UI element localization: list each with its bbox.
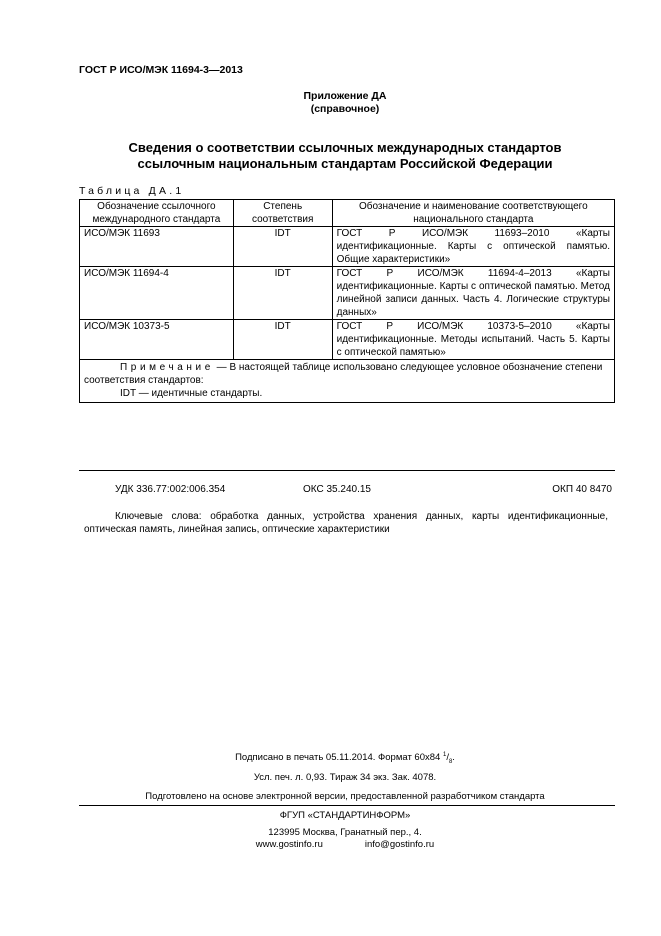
header-text: национального стандарта bbox=[413, 214, 534, 225]
email-link[interactable]: info@gostinfo.ru bbox=[364, 839, 435, 850]
table-header-row bbox=[80, 200, 615, 227]
format-fraction-den: 8 bbox=[448, 759, 453, 766]
table-note bbox=[80, 360, 615, 403]
header-text: соответствия bbox=[252, 214, 314, 225]
header-national-standard bbox=[332, 200, 614, 227]
note-text: — В настоящей таблице использовано следующее условное обозначение степени соответствия стандартов: bbox=[84, 362, 603, 386]
format-fraction-num: 1 bbox=[442, 752, 447, 758]
note-legend: IDT — идентичные стандарты. bbox=[120, 388, 263, 399]
table-row bbox=[80, 227, 615, 267]
divider-line bbox=[79, 470, 615, 471]
section-heading-line1: Сведения о соответствии ссылочных международных стандартов bbox=[128, 140, 562, 155]
cell-degree: IDT bbox=[233, 227, 332, 267]
header-intl-standard bbox=[80, 200, 234, 227]
section-heading-line2: ссылочным национальным стандартам Российской Федерации bbox=[137, 156, 553, 171]
publisher-name: ФГУП «СТАНДАРТИНФОРМ» bbox=[279, 810, 411, 821]
header-degree bbox=[233, 200, 332, 227]
cell-degree: IDT bbox=[233, 267, 332, 320]
okp-code: ОКП 40 8470 bbox=[552, 484, 612, 495]
keywords: Ключевые слова: обработка данных, устройства хранения данных, карты идентификационные, оптическая память, линейная запись, оптические характеристики bbox=[84, 511, 608, 535]
table-caption: Таблица ДА.1 bbox=[79, 185, 185, 197]
cell-intl: ИСО/МЭК 11693 bbox=[80, 227, 234, 267]
note-label: Примечание bbox=[120, 362, 214, 373]
print-info: Усл. печ. л. 0,93. Тираж 34 экз. Зак. 4078. bbox=[253, 772, 437, 783]
cell-national: ГОСТ Р ИСО/МЭК 11694-4‒2013 «Карты идентификационные. Карты с оптической памятью. Метод линейной записи данных. Часть 4. Логические структуры данных» bbox=[332, 267, 614, 320]
oks-code: ОКС 35.240.15 bbox=[303, 484, 371, 495]
publisher-address: 123995 Москва, Гранатный пер., 4. bbox=[268, 827, 422, 838]
divider-line bbox=[79, 805, 615, 806]
table-row bbox=[80, 320, 615, 360]
cell-intl: ИСО/МЭК 10373-5 bbox=[80, 320, 234, 360]
header-text: Степень bbox=[263, 201, 303, 212]
udk-code: УДК 336.77:002:006.354 bbox=[115, 484, 226, 495]
header-text: международного стандарта bbox=[92, 214, 221, 225]
cell-national: ГОСТ Р ИСО/МЭК 11693‒2010 «Карты идентификационные. Карты с оптической памятью. Общие характеристики» bbox=[332, 227, 614, 267]
correspondence-table bbox=[79, 199, 615, 403]
table-row bbox=[80, 267, 615, 320]
website-link[interactable]: www.gostinfo.ru bbox=[255, 839, 323, 850]
signed-text: Подписано в печать 05.11.2014. Формат 60x84 bbox=[235, 752, 441, 764]
cell-intl: ИСО/МЭК 11694-4 bbox=[80, 267, 234, 320]
publisher-contacts bbox=[0, 839, 661, 850]
signed-suffix: . bbox=[452, 752, 455, 764]
cell-degree: IDT bbox=[233, 320, 332, 360]
header-text: Обозначение ссылочного bbox=[97, 201, 216, 212]
cell-national: ГОСТ Р ИСО/МЭК 10373-5‒2010 «Карты идентификационные. Методы испытаний. Часть 5. Карты с оптической памятью» bbox=[332, 320, 614, 360]
note-paragraph bbox=[84, 361, 610, 387]
annex-title: Приложение ДА bbox=[303, 90, 387, 102]
annex-subtitle: (справочное) bbox=[310, 103, 380, 115]
header-text: Обозначение и наименование соответствующего bbox=[358, 201, 588, 212]
document-number: ГОСТ Р ИСО/МЭК 11694-3—2013 bbox=[79, 64, 243, 76]
table-note-row bbox=[80, 360, 615, 403]
signed-for-print: Подписано в печать 05.11.2014. Формат 60x84 $^1/_8$. bbox=[235, 752, 455, 766]
prepared-note: Подготовлено на основе электронной версии, предоставленной разработчиком стандарта bbox=[145, 791, 545, 802]
